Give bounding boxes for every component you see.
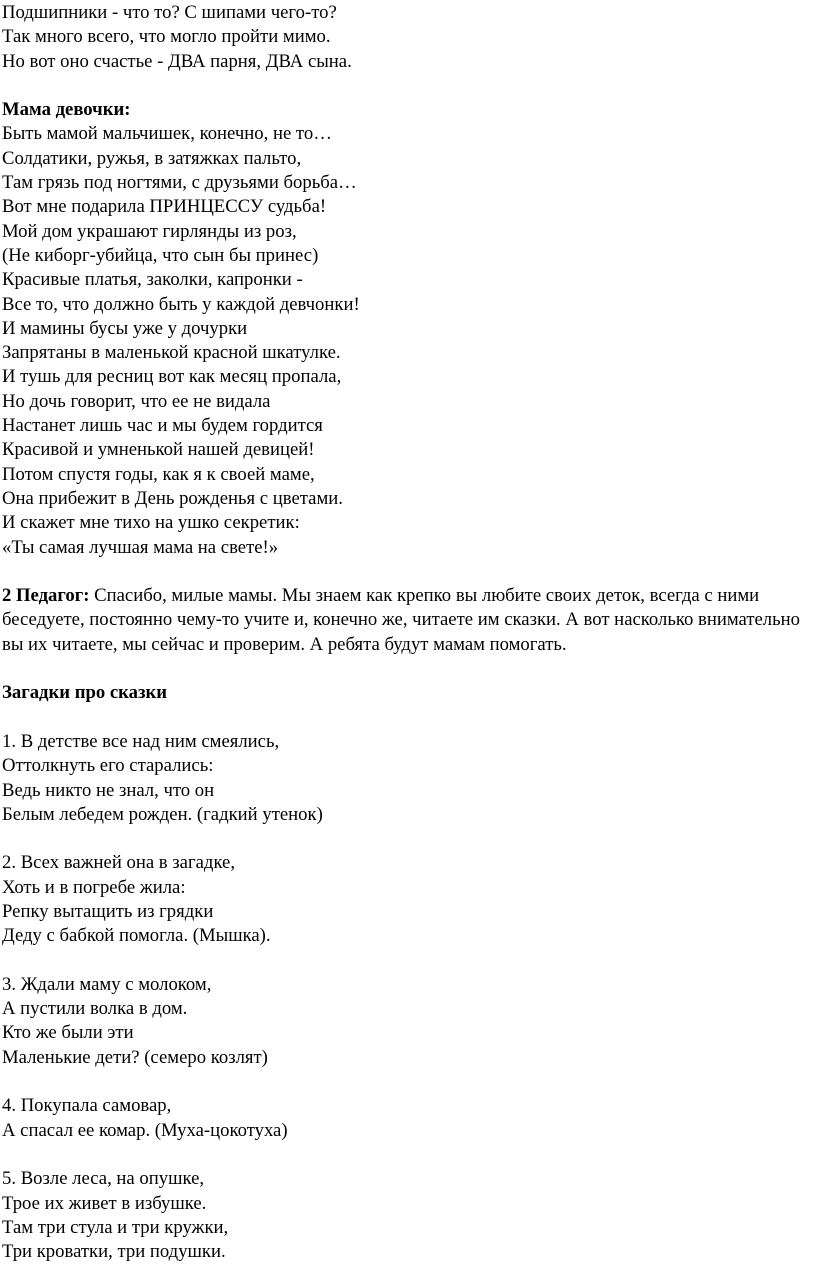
riddle-line: Три кроватки, три подушки. (2, 1241, 226, 1263)
text-line: И скажет мне тихо на ушко секретик: (2, 512, 300, 534)
text-line: Красивой и умненькой нашей девицей! (2, 439, 315, 461)
text-line: Подшипники - что то? С шипами чего-то? (2, 2, 337, 23)
text-line: Но вот оно счастье - ДВА парня, ДВА сына. (2, 50, 352, 72)
spacer (2, 1143, 812, 1167)
spacer (2, 1070, 812, 1094)
spacer (2, 657, 812, 681)
riddle-line: А пустили волка в дом. (2, 998, 188, 1020)
mom-girl-section (2, 98, 812, 560)
text-line: Солдатики, ружья, в затяжках пальто, (2, 147, 302, 169)
text-line: «Ты самая лучшая мама на свете!» (2, 536, 279, 558)
riddle-line: Хоть и в погребе жила: (2, 876, 186, 898)
spacer (2, 74, 812, 98)
spacer (2, 949, 812, 973)
riddle-line: 4. Покупала самовар, (2, 1095, 172, 1117)
riddle-5 (2, 1167, 812, 1264)
text-line: Все то, что должно быть у каждой девчонки! (2, 293, 360, 315)
riddle-3 (2, 973, 812, 1070)
text-line: Мой дом украшают гирлянды из роз, (2, 220, 297, 242)
riddle-line: 2. Всех важней она в загадке, (2, 852, 236, 874)
text-line: Запрятаны в маленькой красной шкатулке. (2, 342, 341, 364)
riddles-heading: Загадки про сказки (2, 682, 168, 704)
opening-stanza (2, 1, 812, 74)
riddle-line: Трое их живет в избушке. (2, 1192, 207, 1214)
teacher-label: 2 Педагог: (2, 585, 90, 607)
riddle-line: Маленькие дети? (семеро козлят) (2, 1046, 268, 1068)
teacher-text: Спасибо, милые мамы. Мы знаем как крепко вы любите своих деток, всегда с ними беседуете, постоянно чему-то учите и, конечно же, читаете им сказки. А вот насколько внимательно вы их читаете, мы сейчас и проверим. А ребята будут мамам помогать. (2, 585, 800, 655)
riddle-line: Ведь никто не знал, что он (2, 779, 215, 801)
text-line: Но дочь говорит, что ее не видала (2, 390, 271, 412)
text-line: Там грязь под ногтями, с друзьями борьба… (2, 172, 357, 194)
riddle-line: Деду с бабкой помогла. (Мышка). (2, 925, 271, 947)
spacer (2, 827, 812, 851)
riddle-1 (2, 730, 812, 827)
riddle-line: 3. Ждали маму с молоком, (2, 973, 212, 995)
text-line: Красивые платья, заколки, капронки - (2, 269, 303, 291)
section-heading: Мама девочки: (2, 99, 131, 121)
riddle-4 (2, 1094, 812, 1143)
riddle-line: Репку вытащить из грядки (2, 900, 214, 922)
riddle-line: А спасал ее комар. (Муха-цокотуха) (2, 1119, 288, 1141)
teacher-paragraph (2, 584, 810, 657)
spacer (2, 706, 812, 730)
riddle-line: Белым лебедем рожден. (гадкий утенок) (2, 803, 323, 825)
text-line: И мамины бусы уже у дочурки (2, 317, 248, 339)
riddle-line: 1. В детстве все над ним смеялись, (2, 730, 280, 752)
riddle-line: Кто же были эти (2, 1022, 134, 1044)
text-line: Настанет лишь час и мы будем гордится (2, 415, 323, 437)
text-line: Потом спустя годы, как я к своей маме, (2, 463, 315, 485)
riddle-2 (2, 851, 812, 948)
text-line: Вот мне подарила ПРИНЦЕССУ судьба! (2, 196, 327, 218)
riddle-line: 5. Возле леса, на опушке, (2, 1168, 205, 1190)
text-line: Быть мамой мальчишек, конечно, не то… (2, 123, 332, 145)
text-line: Так много всего, что могло пройти мимо. (2, 26, 331, 48)
text-line: (Не киборг-убийца, что сын бы принес) (2, 244, 319, 266)
text-line: Она прибежит в День рожденья с цветами. (2, 487, 343, 509)
spacer (2, 560, 812, 584)
text-line: И тушь для ресниц вот как месяц пропала, (2, 366, 342, 388)
riddle-line: Оттолкнуть его старались: (2, 755, 214, 777)
riddle-line: Там три стула и три кружки, (2, 1216, 229, 1238)
